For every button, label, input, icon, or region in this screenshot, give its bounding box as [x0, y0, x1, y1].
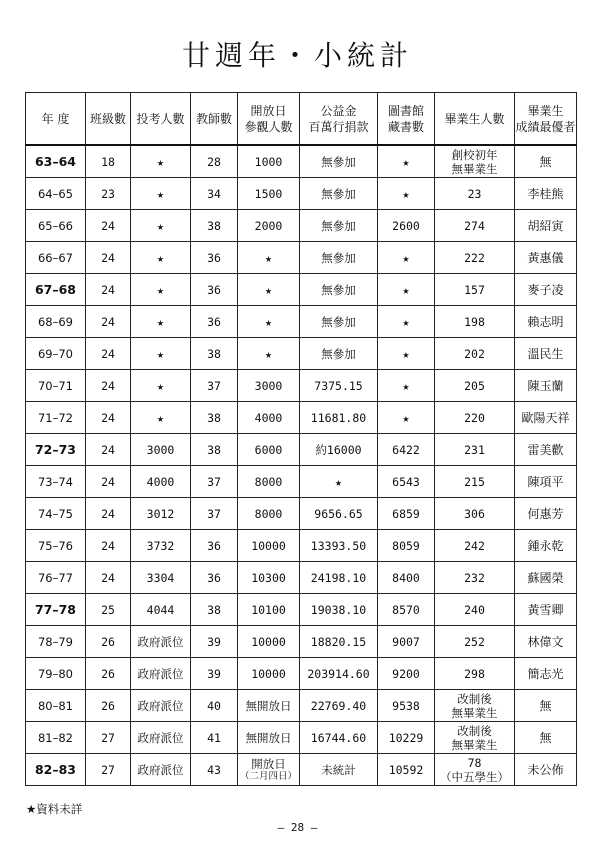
top-graduate-cell: 林偉文: [515, 626, 577, 658]
class-count-cell: 24: [86, 498, 131, 530]
charity-donation-cell: 無參加: [300, 274, 378, 306]
charity-donation-cell: 24198.10: [300, 562, 378, 594]
teacher-count-cell: 28: [191, 145, 238, 178]
open-day-visitors-cell: [238, 626, 300, 658]
class-count-cell: 18: [86, 145, 131, 178]
graduates-cell: [435, 178, 515, 210]
library-books-cell: ★: [378, 338, 435, 370]
open-day-visitors-cell-line: 2000: [254, 218, 283, 233]
teacher-count-cell: 38: [191, 402, 238, 434]
graduates-cell-line: 274: [464, 218, 485, 233]
class-count-cell: 27: [86, 722, 131, 754]
charity-donation-cell: 9656.65: [300, 498, 378, 530]
teacher-count-cell: 38: [191, 338, 238, 370]
applicants-cell: ★: [131, 274, 191, 306]
year-cell: 75–76: [26, 530, 86, 562]
table-row: [26, 530, 577, 562]
open-day-visitors-cell-line: 開放日: [251, 756, 286, 771]
table-row: [26, 562, 577, 594]
graduates-cell-line: 222: [464, 250, 485, 265]
table-body: [26, 145, 577, 786]
teacher-count-cell: 36: [191, 242, 238, 274]
teacher-count-cell: 41: [191, 722, 238, 754]
footnote: ★資料未詳: [26, 802, 83, 816]
graduates-cell-line: 232: [464, 570, 485, 585]
library-books-cell: ★: [378, 306, 435, 338]
charity-donation-cell: ★: [300, 466, 378, 498]
top-graduate-cell: 黃惠儀: [515, 242, 577, 274]
open-day-visitors-cell: [238, 722, 300, 754]
top-graduate-cell: 歐陽天祥: [515, 402, 577, 434]
top-graduate-cell: 鍾永乾: [515, 530, 577, 562]
class-count-cell: 24: [86, 306, 131, 338]
column-header: [191, 93, 238, 146]
class-count-cell: 26: [86, 690, 131, 722]
teacher-count-cell: 36: [191, 562, 238, 594]
library-books-cell: ★: [378, 145, 435, 178]
library-books-cell: ★: [378, 370, 435, 402]
column-header-line: 藏書數: [387, 119, 424, 134]
charity-donation-cell: 無參加: [300, 145, 378, 178]
open-day-visitors-cell: [238, 145, 300, 178]
column-header-line: 投考人數: [136, 111, 185, 126]
charity-donation-cell: 7375.15: [300, 370, 378, 402]
year-cell: 79–80: [26, 658, 86, 690]
teacher-count-cell: 43: [191, 754, 238, 786]
graduates-cell: [435, 242, 515, 274]
graduates-cell: [435, 274, 515, 306]
open-day-visitors-cell-line: 10000: [251, 634, 286, 649]
year-cell: 76–77: [26, 562, 86, 594]
graduates-cell: [435, 402, 515, 434]
graduates-cell: [435, 530, 515, 562]
graduates-cell-line: 298: [464, 666, 485, 681]
table-row: [26, 338, 577, 370]
table-row: [26, 306, 577, 338]
year-cell: 71–72: [26, 402, 86, 434]
open-day-visitors-cell-line: ★: [265, 250, 272, 265]
graduates-cell: [435, 594, 515, 626]
table-row: [26, 658, 577, 690]
open-day-visitors-cell-line: ★: [265, 346, 272, 361]
top-graduate-cell: 陳項平: [515, 466, 577, 498]
library-books-cell: ★: [378, 402, 435, 434]
library-books-cell: 9538: [378, 690, 435, 722]
graduates-cell-line: 252: [464, 634, 485, 649]
open-day-visitors-cell: [238, 594, 300, 626]
open-day-visitors-cell-line: 無開放日: [245, 698, 292, 713]
graduates-cell-line: 改制後: [457, 723, 492, 738]
column-header-line: 畢業生人數: [444, 111, 505, 126]
open-day-visitors-cell: [238, 274, 300, 306]
column-header: [26, 93, 86, 146]
teacher-count-cell: 37: [191, 498, 238, 530]
table-row: [26, 434, 577, 466]
year-cell: 66–67: [26, 242, 86, 274]
year-cell: 73–74: [26, 466, 86, 498]
open-day-visitors-cell-line: 8000: [254, 474, 283, 489]
graduates-cell: [435, 626, 515, 658]
year-cell: 64–65: [26, 178, 86, 210]
open-day-visitors-cell-line: 10000: [251, 666, 286, 681]
table-row: [26, 370, 577, 402]
table-row: [26, 690, 577, 722]
class-count-cell: 25: [86, 594, 131, 626]
class-count-cell: 24: [86, 370, 131, 402]
applicants-cell: 3000: [131, 434, 191, 466]
graduates-cell: [435, 690, 515, 722]
teacher-count-cell: 37: [191, 466, 238, 498]
table-row: [26, 274, 577, 306]
top-graduate-cell: 無: [515, 722, 577, 754]
teacher-count-cell: 38: [191, 594, 238, 626]
applicants-cell: ★: [131, 242, 191, 274]
charity-donation-cell: 無參加: [300, 338, 378, 370]
charity-donation-cell: 22769.40: [300, 690, 378, 722]
graduates-cell-line: 205: [464, 378, 485, 393]
library-books-cell: 8400: [378, 562, 435, 594]
charity-donation-cell: 16744.60: [300, 722, 378, 754]
open-day-visitors-cell: [238, 338, 300, 370]
table-row: [26, 242, 577, 274]
top-graduate-cell: 賴志明: [515, 306, 577, 338]
graduates-cell-line: 306: [464, 506, 485, 521]
table-row: [26, 626, 577, 658]
graduates-cell: [435, 498, 515, 530]
class-count-cell: 26: [86, 626, 131, 658]
top-graduate-cell: 胡紹寅: [515, 210, 577, 242]
graduates-cell-line: 78: [467, 755, 482, 770]
graduates-cell: [435, 722, 515, 754]
year-cell: 78–79: [26, 626, 86, 658]
applicants-cell: 4000: [131, 466, 191, 498]
graduates-cell-line: 無畢業生: [451, 737, 498, 752]
column-header: [86, 93, 131, 146]
applicants-cell: 政府派位: [131, 626, 191, 658]
year-cell: 80–81: [26, 690, 86, 722]
top-graduate-cell: 溫民生: [515, 338, 577, 370]
graduates-cell-line: 23: [467, 186, 482, 201]
applicants-cell: 3012: [131, 498, 191, 530]
applicants-cell: ★: [131, 145, 191, 178]
column-header-line: 成績最優者: [515, 119, 576, 134]
library-books-cell: 2600: [378, 210, 435, 242]
charity-donation-cell: 11681.80: [300, 402, 378, 434]
graduates-cell: [435, 754, 515, 786]
open-day-visitors-cell-line: 1000: [254, 154, 283, 169]
charity-donation-cell: 無參加: [300, 242, 378, 274]
column-header-line: 圖書館: [387, 103, 424, 118]
charity-donation-cell: 無參加: [300, 306, 378, 338]
open-day-visitors-cell: [238, 690, 300, 722]
top-graduate-cell: 陳玉蘭: [515, 370, 577, 402]
applicants-cell: 3304: [131, 562, 191, 594]
teacher-count-cell: 39: [191, 658, 238, 690]
applicants-cell: ★: [131, 402, 191, 434]
top-graduate-cell: 何惠芳: [515, 498, 577, 530]
class-count-cell: 26: [86, 658, 131, 690]
statistics-table: [25, 92, 577, 786]
column-header-line: 教師數: [195, 111, 232, 126]
column-header: [515, 93, 577, 146]
graduates-cell-line: 240: [464, 602, 485, 617]
open-day-visitors-cell: [238, 754, 300, 786]
open-day-visitors-cell-line: 8000: [254, 506, 283, 521]
open-day-visitors-cell: [238, 466, 300, 498]
library-books-cell: 8059: [378, 530, 435, 562]
applicants-cell: ★: [131, 178, 191, 210]
graduates-cell: [435, 466, 515, 498]
graduates-cell: [435, 562, 515, 594]
class-count-cell: 24: [86, 242, 131, 274]
applicants-cell: 政府派位: [131, 754, 191, 786]
class-count-cell: 24: [86, 402, 131, 434]
class-count-cell: 27: [86, 754, 131, 786]
open-day-visitors-cell: [238, 498, 300, 530]
open-day-visitors-cell: [238, 562, 300, 594]
graduates-cell: [435, 658, 515, 690]
page-title: 廿週年・小統計: [181, 39, 413, 72]
open-day-visitors-cell-line: 10300: [251, 570, 286, 585]
graduates-cell-line: （中五學生）: [440, 769, 509, 784]
class-count-cell: 24: [86, 530, 131, 562]
year-cell: 70–71: [26, 370, 86, 402]
column-header-line: 班級數: [89, 111, 126, 126]
library-books-cell: 10229: [378, 722, 435, 754]
applicants-cell: 政府派位: [131, 722, 191, 754]
charity-donation-cell: 13393.50: [300, 530, 378, 562]
library-books-cell: ★: [378, 274, 435, 306]
graduates-cell-line: 242: [464, 538, 485, 553]
open-day-visitors-cell: [238, 178, 300, 210]
year-cell: 77–78: [26, 594, 86, 626]
teacher-count-cell: 37: [191, 370, 238, 402]
graduates-cell-line: 157: [464, 282, 485, 297]
graduates-cell-line: 改制後: [457, 691, 492, 706]
top-graduate-cell: 無: [515, 145, 577, 178]
column-header: [131, 93, 191, 146]
class-count-cell: 24: [86, 562, 131, 594]
table-row: [26, 402, 577, 434]
top-graduate-cell: 雷美歡: [515, 434, 577, 466]
library-books-cell: 6543: [378, 466, 435, 498]
open-day-visitors-cell: [238, 242, 300, 274]
top-graduate-cell: 無: [515, 690, 577, 722]
column-header-line: 年 度: [41, 111, 70, 126]
open-day-visitors-cell: [238, 306, 300, 338]
table-header-row: [26, 93, 577, 146]
teacher-count-cell: 40: [191, 690, 238, 722]
library-books-cell: 9007: [378, 626, 435, 658]
applicants-cell: 政府派位: [131, 658, 191, 690]
year-cell: 67–68: [26, 274, 86, 306]
year-cell: 69–70: [26, 338, 86, 370]
table-row: [26, 594, 577, 626]
table-row: [26, 178, 577, 210]
class-count-cell: 24: [86, 466, 131, 498]
graduates-cell-line: 無畢業生: [451, 705, 498, 720]
open-day-visitors-cell: [238, 434, 300, 466]
graduates-cell: [435, 370, 515, 402]
teacher-count-cell: 36: [191, 530, 238, 562]
top-graduate-cell: 未公佈: [515, 754, 577, 786]
column-header: [435, 93, 515, 146]
teacher-count-cell: 39: [191, 626, 238, 658]
table-row: [26, 498, 577, 530]
graduates-cell: [435, 145, 515, 178]
charity-donation-cell: 19038.10: [300, 594, 378, 626]
graduates-cell: [435, 338, 515, 370]
charity-donation-cell: 未統計: [300, 754, 378, 786]
library-books-cell: 8570: [378, 594, 435, 626]
year-cell: 74–75: [26, 498, 86, 530]
teacher-count-cell: 38: [191, 210, 238, 242]
top-graduate-cell: 簡志光: [515, 658, 577, 690]
library-books-cell: 6422: [378, 434, 435, 466]
graduates-cell: [435, 306, 515, 338]
top-graduate-cell: 蘇國榮: [515, 562, 577, 594]
year-cell: 72–73: [26, 434, 86, 466]
column-header-line: 開放日: [250, 103, 287, 118]
class-count-cell: 23: [86, 178, 131, 210]
library-books-cell: 6859: [378, 498, 435, 530]
year-cell: 82–83: [26, 754, 86, 786]
open-day-visitors-cell: [238, 370, 300, 402]
year-cell: 81–82: [26, 722, 86, 754]
charity-donation-cell: 約16000: [300, 434, 378, 466]
year-cell: 65–66: [26, 210, 86, 242]
open-day-visitors-cell-line: 10100: [251, 602, 286, 617]
column-header-line: 百萬行捐款: [308, 119, 369, 134]
teacher-count-cell: 34: [191, 178, 238, 210]
open-day-visitors-cell-line: 無開放日: [245, 730, 292, 745]
open-day-visitors-cell: [238, 530, 300, 562]
library-books-cell: 10592: [378, 754, 435, 786]
open-day-visitors-cell-line: 1500: [254, 186, 283, 201]
applicants-cell: ★: [131, 338, 191, 370]
teacher-count-cell: 36: [191, 306, 238, 338]
open-day-visitors-cell-line: 4000: [254, 410, 283, 425]
class-count-cell: 24: [86, 434, 131, 466]
charity-donation-cell: 無參加: [300, 178, 378, 210]
teacher-count-cell: 36: [191, 274, 238, 306]
open-day-visitors-cell-line: ★: [265, 314, 272, 329]
library-books-cell: ★: [378, 178, 435, 210]
open-day-visitors-cell: [238, 402, 300, 434]
teacher-count-cell: 38: [191, 434, 238, 466]
column-header: [378, 93, 435, 146]
applicants-cell: ★: [131, 306, 191, 338]
class-count-cell: 24: [86, 210, 131, 242]
open-day-visitors-cell-line: ★: [265, 282, 272, 297]
graduates-cell-line: 231: [464, 442, 485, 457]
applicants-cell: ★: [131, 210, 191, 242]
top-graduate-cell: 黃雪卿: [515, 594, 577, 626]
graduates-cell: [435, 434, 515, 466]
applicants-cell: 政府派位: [131, 690, 191, 722]
library-books-cell: 9200: [378, 658, 435, 690]
column-header-line: 畢業生: [527, 103, 564, 118]
column-header-line: 參觀人數: [244, 119, 293, 134]
top-graduate-cell: 麥子凌: [515, 274, 577, 306]
table-row: [26, 722, 577, 754]
graduates-cell-line: 創校初年: [451, 147, 498, 162]
graduates-cell-line: 198: [464, 314, 485, 329]
open-day-visitors-cell-line: 10000: [251, 538, 286, 553]
table-row: [26, 754, 577, 786]
graduates-cell-line: 220: [464, 410, 485, 425]
top-graduate-cell: 李桂熊: [515, 178, 577, 210]
graduates-cell: [435, 210, 515, 242]
graduates-cell-line: 202: [464, 346, 485, 361]
charity-donation-cell: 203914.60: [300, 658, 378, 690]
open-day-visitors-cell: [238, 658, 300, 690]
class-count-cell: 24: [86, 338, 131, 370]
column-header: [238, 93, 300, 146]
year-cell: 68–69: [26, 306, 86, 338]
open-day-visitors-cell: [238, 210, 300, 242]
applicants-cell: 3732: [131, 530, 191, 562]
open-day-visitors-cell-line: （二月四日）: [239, 770, 297, 782]
charity-donation-cell: 18820.15: [300, 626, 378, 658]
applicants-cell: ★: [131, 370, 191, 402]
graduates-cell-line: 無畢業生: [451, 161, 498, 176]
column-header: [300, 93, 378, 146]
column-header-line: 公益金: [320, 103, 357, 118]
open-day-visitors-cell-line: 6000: [254, 442, 283, 457]
table-row: [26, 210, 577, 242]
applicants-cell: 4044: [131, 594, 191, 626]
class-count-cell: 24: [86, 274, 131, 306]
table-row: [26, 145, 577, 178]
graduates-cell-line: 215: [464, 474, 485, 489]
charity-donation-cell: 無參加: [300, 210, 378, 242]
page-number: — 28 —: [277, 821, 318, 834]
table-row: [26, 466, 577, 498]
year-cell: 63–64: [26, 145, 86, 178]
open-day-visitors-cell-line: 3000: [254, 378, 283, 393]
library-books-cell: ★: [378, 242, 435, 274]
